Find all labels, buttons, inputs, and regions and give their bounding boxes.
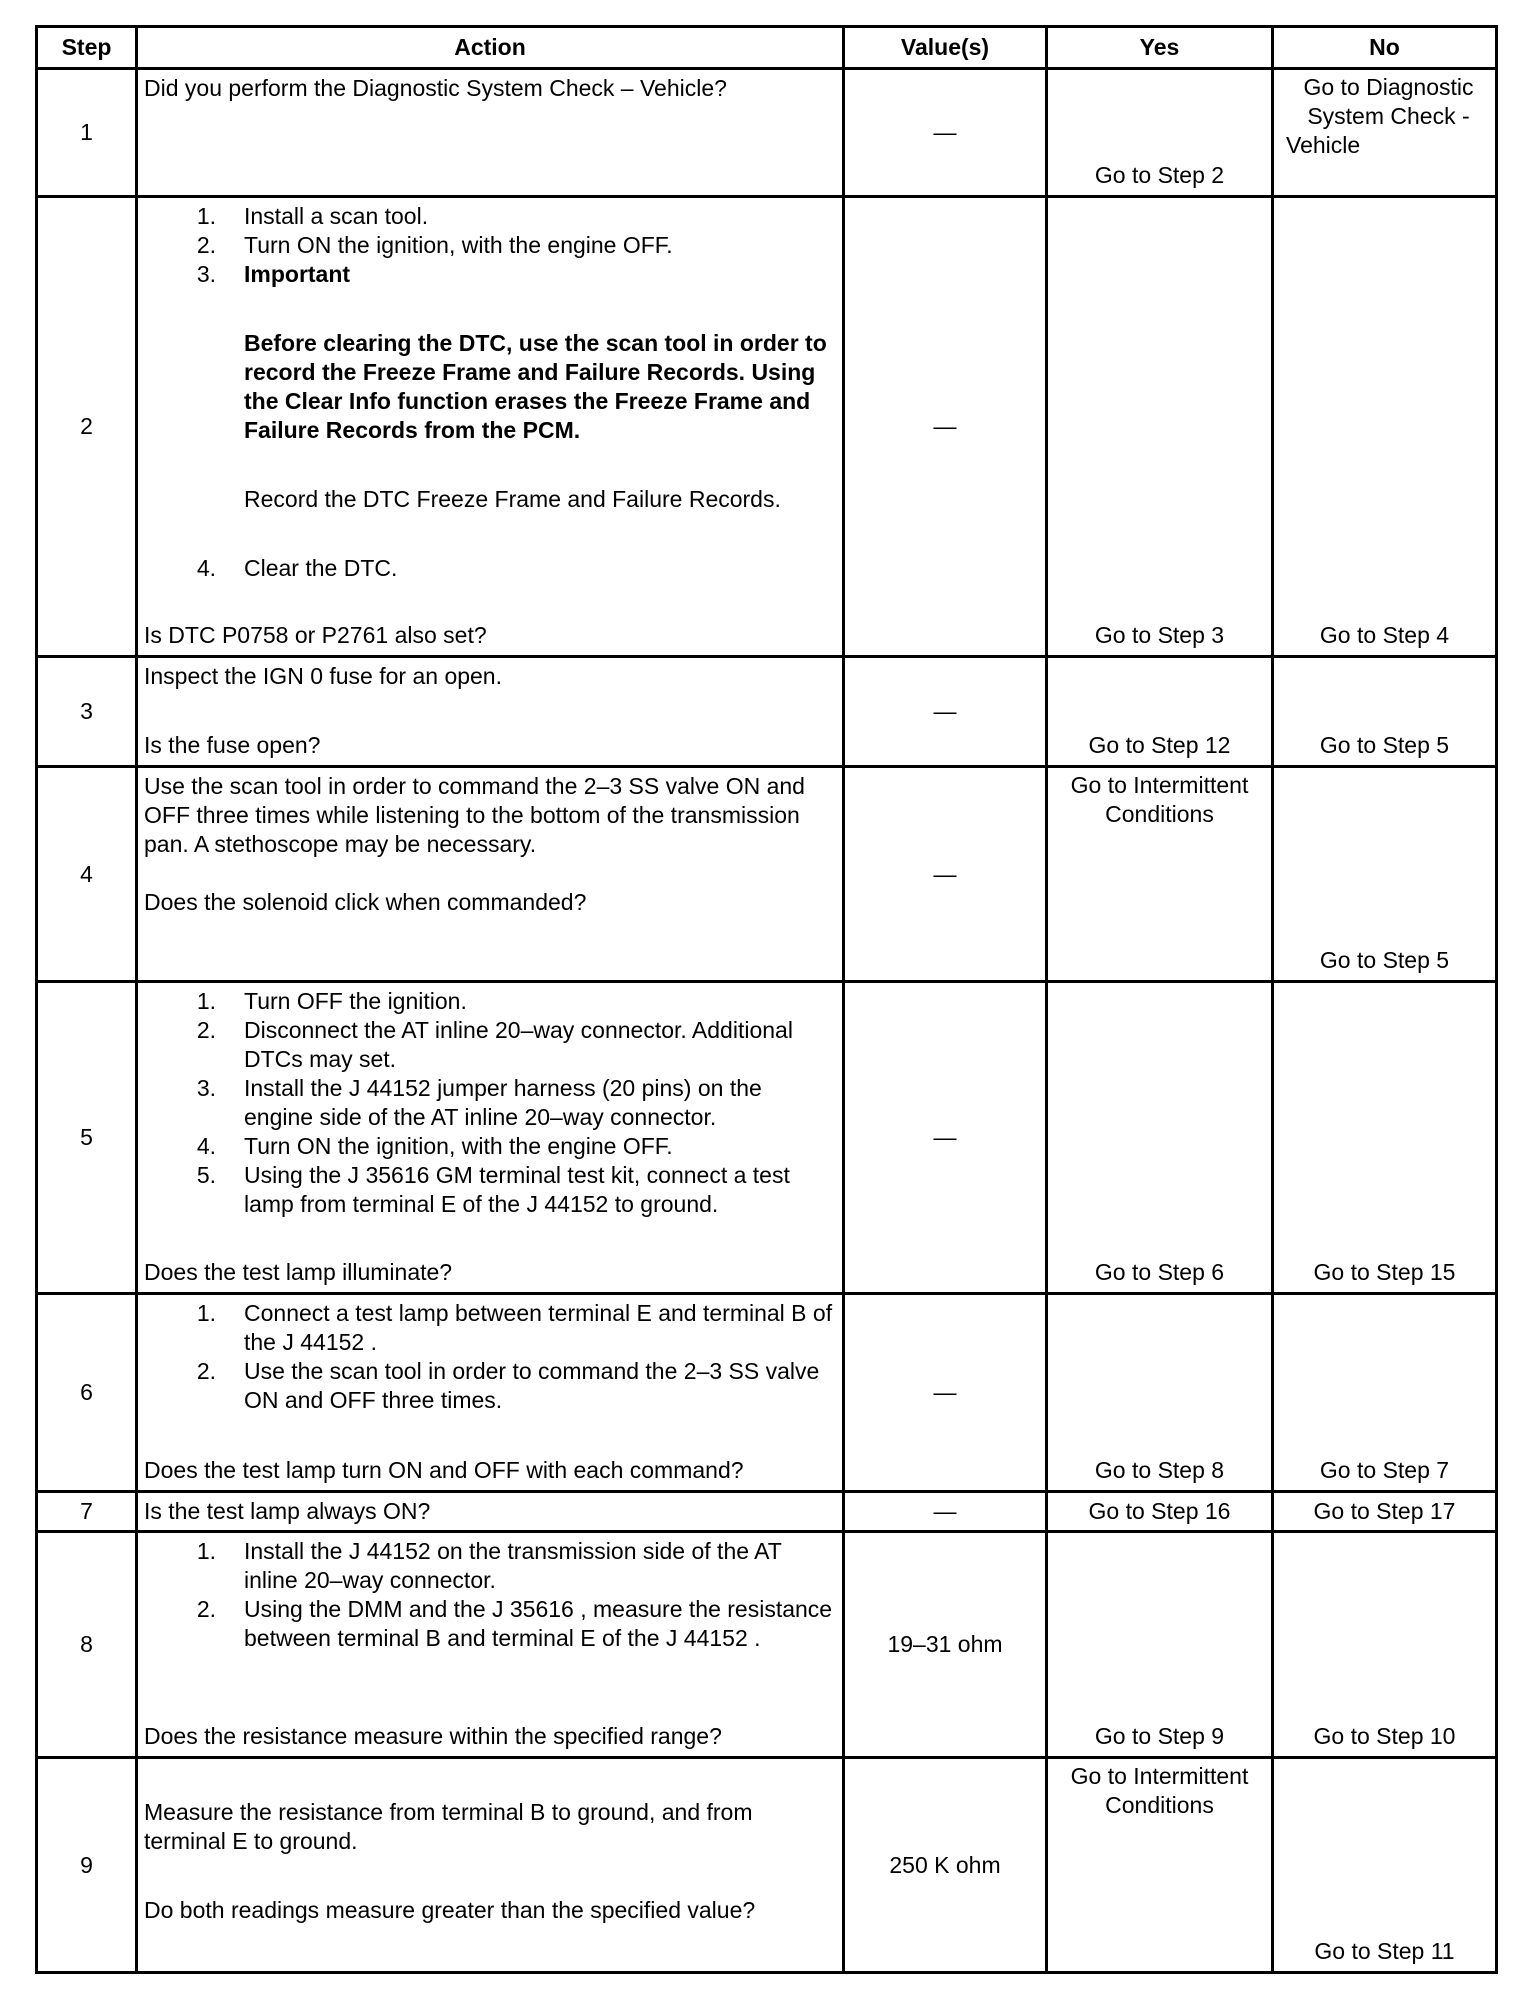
header-yes: Yes bbox=[1047, 27, 1273, 69]
value-cell: — bbox=[844, 767, 1047, 982]
yes-result: Go to Step 8 bbox=[1094, 1457, 1225, 1483]
list-item: 3. Install the J 44152 jumper harness (20 pins) on the engine side of the AT inline 20–way connector. bbox=[196, 1075, 762, 1130]
step-number: 3 bbox=[37, 657, 137, 767]
record-note: Record the DTC Freeze Frame and Failure Records. bbox=[244, 486, 781, 512]
value-cell: — bbox=[844, 197, 1047, 657]
action-cell bbox=[137, 1532, 844, 1758]
value-cell: — bbox=[844, 1294, 1047, 1492]
no-cell bbox=[1273, 69, 1497, 197]
no-cell bbox=[1273, 1532, 1497, 1758]
action-cell bbox=[137, 767, 844, 982]
no-result-line: System Check - bbox=[1307, 103, 1470, 129]
no-result: Go to Step 10 bbox=[1313, 1723, 1456, 1749]
list-item: 4. Turn ON the ignition, with the engine OFF. bbox=[196, 1133, 673, 1159]
procedure-list bbox=[144, 1537, 836, 1653]
value-cell: 19–31 ohm bbox=[844, 1532, 1047, 1758]
list-item: 2. Using the DMM and the J 35616 , measure the resistance between terminal B and terminal E of the J 44152 . bbox=[196, 1596, 833, 1651]
action-cell bbox=[137, 1758, 844, 1973]
list-item: 3. Important bbox=[196, 261, 351, 287]
step-number: 4 bbox=[37, 767, 137, 982]
no-cell bbox=[1273, 767, 1497, 982]
action-text: Inspect the IGN 0 fuse for an open. bbox=[144, 663, 502, 689]
no-result-line: Go to Diagnostic bbox=[1303, 74, 1474, 100]
list-item: 1. Install a scan tool. bbox=[196, 203, 429, 229]
no-result: Go to Step 5 bbox=[1319, 947, 1450, 973]
question-text: Does the solenoid click when commanded? bbox=[144, 889, 587, 915]
no-cell bbox=[1273, 197, 1497, 657]
no-cell bbox=[1273, 982, 1497, 1294]
procedure-list bbox=[144, 554, 836, 583]
action-text: Did you perform the Diagnostic System Check – Vehicle? bbox=[144, 75, 727, 101]
no-result: Go to Step 11 bbox=[1314, 1938, 1455, 1964]
diagnostic-table-sheet bbox=[35, 25, 1495, 1974]
no-result: Go to Step 4 bbox=[1319, 622, 1450, 648]
question-text: Is the fuse open? bbox=[144, 732, 321, 758]
yes-result-line: Go to Intermittent bbox=[1070, 1763, 1249, 1789]
action-cell bbox=[137, 69, 844, 197]
value-cell: — bbox=[844, 69, 1047, 197]
step-number: 6 bbox=[37, 1294, 137, 1492]
value-cell: 250 K ohm bbox=[844, 1758, 1047, 1973]
table-row bbox=[37, 982, 1497, 1294]
yes-result-line: Conditions bbox=[1105, 801, 1214, 827]
header-row bbox=[37, 27, 1497, 69]
header-values: Value(s) bbox=[844, 27, 1047, 69]
no-cell bbox=[1273, 1758, 1497, 1973]
yes-cell bbox=[1047, 1294, 1273, 1492]
table-row bbox=[37, 69, 1497, 197]
list-item: 1. Turn OFF the ignition. bbox=[196, 988, 467, 1014]
no-result: Go to Step 15 bbox=[1313, 1259, 1456, 1285]
header-no: No bbox=[1273, 27, 1497, 69]
yes-result: Go to Step 12 bbox=[1088, 732, 1231, 758]
value-cell: — bbox=[844, 657, 1047, 767]
yes-result: Go to Step 3 bbox=[1094, 622, 1225, 648]
action-text: Measure the resistance from terminal B to ground, and from terminal E to ground. bbox=[144, 1799, 753, 1854]
table-row bbox=[37, 1492, 1497, 1532]
list-item: 4. Clear the DTC. bbox=[196, 555, 398, 581]
step-number: 9 bbox=[37, 1758, 137, 1973]
step-number: 5 bbox=[37, 982, 137, 1294]
list-item: 2. Disconnect the AT inline 20–way connector. Additional DTCs may set. bbox=[196, 1017, 793, 1072]
table-row bbox=[37, 197, 1497, 657]
yes-cell bbox=[1047, 1532, 1273, 1758]
procedure-list bbox=[144, 202, 836, 289]
no-result: Go to Step 7 bbox=[1319, 1457, 1450, 1483]
yes-cell bbox=[1047, 1758, 1273, 1973]
no-result: Go to Step 17 bbox=[1273, 1492, 1497, 1532]
list-item: 2. Turn ON the ignition, with the engine OFF. bbox=[196, 232, 673, 258]
question-text: Do both readings measure greater than the specified value? bbox=[144, 1897, 756, 1923]
procedure-list bbox=[144, 1299, 836, 1415]
list-item: 5. Using the J 35616 GM terminal test kit, connect a test lamp from terminal E of the J 44152 to ground. bbox=[196, 1162, 790, 1217]
table-row bbox=[37, 1532, 1497, 1758]
action-cell bbox=[137, 197, 844, 657]
question-text: Is DTC P0758 or P2761 also set? bbox=[144, 622, 487, 648]
yes-cell bbox=[1047, 767, 1273, 982]
action-cell bbox=[137, 1294, 844, 1492]
yes-cell bbox=[1047, 69, 1273, 197]
step-number: 2 bbox=[37, 197, 137, 657]
header-action: Action bbox=[137, 27, 844, 69]
table-row bbox=[37, 1294, 1497, 1492]
question-text: Does the test lamp turn ON and OFF with each command? bbox=[144, 1457, 744, 1483]
action-cell: Is the test lamp always ON? bbox=[137, 1492, 844, 1532]
yes-result-line: Conditions bbox=[1105, 1792, 1214, 1818]
yes-result-line: Go to Intermittent bbox=[1070, 772, 1249, 798]
step-number: 7 bbox=[37, 1492, 137, 1532]
action-cell bbox=[137, 982, 844, 1294]
yes-result: Go to Step 16 bbox=[1047, 1492, 1273, 1532]
value-cell: — bbox=[844, 1492, 1047, 1532]
yes-result: Go to Step 2 bbox=[1094, 162, 1225, 188]
yes-cell bbox=[1047, 197, 1273, 657]
list-item: 2. Use the scan tool in order to command the 2–3 SS valve ON and OFF three times. bbox=[196, 1358, 820, 1413]
header-step: Step bbox=[37, 27, 137, 69]
no-result: Go to Step 5 bbox=[1319, 732, 1450, 758]
list-item: 1. Install the J 44152 on the transmission side of the AT inline 20–way connector. bbox=[196, 1538, 782, 1593]
step-number: 8 bbox=[37, 1532, 137, 1758]
important-note: Before clearing the DTC, use the scan tool in order to record the Freeze Frame and Failure Records. Using the Clear Info function erases the Freeze Frame and Failure Records from the PCM. bbox=[244, 330, 827, 443]
procedure-list bbox=[144, 987, 836, 1219]
table-row bbox=[37, 657, 1497, 767]
action-text: Use the scan tool in order to command the 2–3 SS valve ON and OFF three times while listening to the bottom of the transmission pan. A stethoscope may be necessary. bbox=[144, 773, 805, 857]
yes-cell bbox=[1047, 982, 1273, 1294]
question-text: Does the test lamp illuminate? bbox=[144, 1259, 453, 1285]
no-cell bbox=[1273, 657, 1497, 767]
table-row bbox=[37, 767, 1497, 982]
no-result-line: Vehicle bbox=[1286, 132, 1361, 158]
question-text: Does the resistance measure within the specified range? bbox=[144, 1723, 722, 1749]
diagnostic-table bbox=[35, 25, 1498, 1974]
yes-cell bbox=[1047, 657, 1273, 767]
list-item: 1. Connect a test lamp between terminal E and terminal B of the J 44152 . bbox=[196, 1300, 833, 1355]
yes-result: Go to Step 6 bbox=[1094, 1259, 1225, 1285]
no-cell bbox=[1273, 1294, 1497, 1492]
table-row bbox=[37, 1758, 1497, 1973]
yes-result: Go to Step 9 bbox=[1094, 1723, 1225, 1749]
value-cell: — bbox=[844, 982, 1047, 1294]
action-cell bbox=[137, 657, 844, 767]
step-number: 1 bbox=[37, 69, 137, 197]
